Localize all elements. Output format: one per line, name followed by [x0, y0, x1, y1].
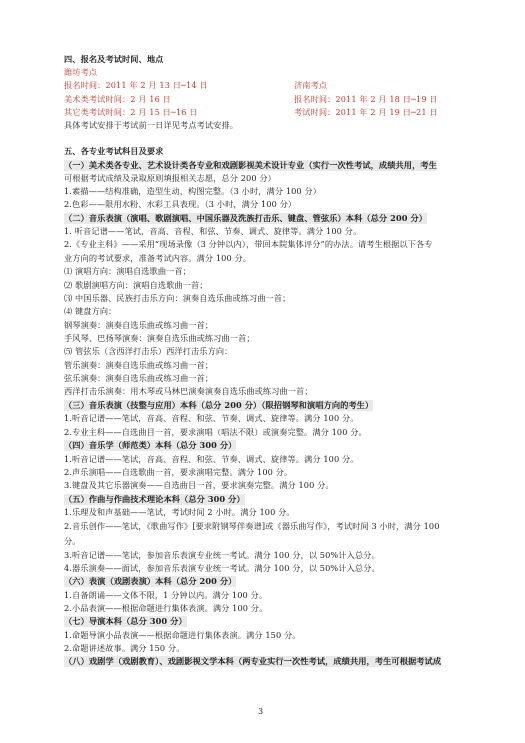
subsection-heading: （六）表演（戏剧表演）本科（总分 200 分）: [64, 576, 237, 586]
text-line: 2.声乐演唱——自选歌曲一首，要求演唱完整。满分 100 分。: [64, 467, 293, 477]
text-line: 2.命题讲述故事。满分 150 分。: [64, 643, 185, 653]
text-line: 业方向的考试要求，准备考试内容。满分 100 分。: [64, 253, 252, 263]
subsection-heading: （四）音乐学（师范类）本科（总分 300 分）: [64, 440, 237, 450]
subsection-heading: （八）戏剧学（戏剧教育）、戏剧影视文学本科（两专业实行一次性考试，成绩共用，考生可根据考试成: [64, 656, 442, 666]
text-line: 分。: [64, 536, 81, 546]
text-line: ⑵ 歌剧演唱方向：演唱自选歌曲一首；: [64, 280, 208, 290]
jinan-exam-time: 考试时间：2011 年 2 月 19 日─21 日: [294, 107, 438, 117]
text-line: 2.小品表演——根据命题进行集体表演。满分 100 分。: [64, 603, 268, 613]
text-line: 1.乐理及和声基础——笔试，考试时间 2 小时。满分 100 分。: [64, 507, 295, 517]
section5-heading: 五、各专业考试科目及要求: [64, 146, 164, 156]
text-line: 1.听音记谱——笔试，音高、音程、和弦、节奏、调式、旋律等。满分 100 分。: [64, 413, 359, 423]
section4-heading: 四、报名及考试时间、地点: [64, 54, 164, 64]
text-line: 2.《专业主科》——采用“现场录像（3 分钟以内），带回本院集体评分”的办法。请考生根据以下各专: [64, 239, 433, 249]
text-line: 弦乐演奏：演奏自选乐曲或练习曲一首；: [64, 373, 214, 383]
subsection-heading: （七）导演本科（总分 300 分）: [64, 616, 187, 626]
jinan-reg-time: 报名时间：2011 年 2 月 18 日─19 日: [294, 94, 438, 104]
weifang-art-time: 美术类考试时间：2 月 16 日: [64, 94, 171, 104]
weifang-other-time: 其它类考试时间：2 月 15 日─16 日: [64, 107, 198, 117]
text-line: 西洋打击乐演奏：用木琴或马林巴演奏演奏自选乐曲或练习曲一首；: [64, 386, 313, 396]
text-line: 1.命题导演小品表演——根据命题进行集体表演。满分 150 分。: [64, 630, 301, 640]
jinan-label: 济南考点: [294, 80, 328, 90]
text-line: 1. 听音记谱——笔试，音高、音程、和弦、节奏、调式、旋律等。满分 100 分。: [64, 226, 362, 236]
subsection-heading: （一）美术类各专业、艺术设计类各专业和戏剧影视美术设计专业（实行一次性考试，成绩共用，考生: [64, 160, 437, 170]
text-line: 3.听音记谱——笔试，参加音乐表演专业统一考试。满分 100 分，以 50%计入总分。: [64, 550, 380, 560]
text-line: ⑶ 中国乐器、民族打击乐方向：演奏自选乐曲或练习曲一首；: [64, 293, 291, 303]
text-line: 2.音乐创作——笔试，《歌曲写作》[要求附钢琴伴奏谱]或《器乐曲写作》，考试时间 3 小时，满分 100: [64, 521, 440, 531]
weifang-label: 潍坊考点: [64, 67, 98, 77]
subsection-heading: （二）音乐表演（演唱、歌剧演唱、中国乐器及洗族打击乐、键盘、管弦乐）本科（总分 200 分）: [64, 213, 428, 223]
text-line: 4.器乐演奏——面试，参加音乐表演专业统一考试。满分 100 分，以 50%计入总分。: [64, 563, 380, 573]
text-line: ⑴ 演唱方向：演唱自选歌曲一首；: [64, 266, 192, 276]
section4-note: 具体考试安排于考试前一日详见考点考试安排。: [64, 120, 239, 130]
text-line: 1.自备朗诵——文体不限，1 分钟以内。满分 100 分。: [64, 590, 268, 600]
page-number: 3: [258, 707, 264, 716]
subsection-heading: （三）音乐表演（技整与应用）本科（总分 200 分）（限招钢琴和演唱方向的考生）: [64, 400, 374, 410]
text-line: 2.色彩——限用水粉、水彩工具表现。（3 小时，满分 100 分）: [64, 199, 297, 209]
text-line: 管乐演奏：演奏自选乐曲或练习曲一首；: [64, 360, 214, 370]
text-line: 手风琴、巴扬琴演奏：演奏自选乐曲或练习曲一首；: [64, 333, 255, 343]
text-line: ⑸ 管弦乐（含西洋打击乐）西洋打击乐方向：: [64, 346, 233, 356]
text-line: 1.素描——结构准确，造型生动，构图完整。（3 小时，满分 100 分）: [64, 186, 322, 196]
text-line: 3.键盘及其它乐器演奏——自选曲目一首，要求演奏完整。满分 100 分。: [64, 480, 334, 490]
text-line: 1.听音记谱——笔试，音高、音程、和弦、节奏、调式、旋律等。满分 100 分。: [64, 454, 359, 464]
subsection-heading: （五）作曲与作曲技术理论本科（总分 300 分）: [64, 494, 245, 504]
text-line: ⑷ 键盘方向：: [64, 306, 117, 316]
text-line: 可根据考试成绩及录取原则填报相关志愿，总分 200 分）: [64, 173, 276, 183]
text-line: 钢琴演奏：演奏自选乐曲或练习曲一首；: [64, 320, 214, 330]
text-line: 2.专业主科——自选曲目一首，要求演唱（唱法不限）或演奏完整。满分 100 分。: [64, 427, 367, 437]
weifang-reg-time: 报名时间：2011 年 2 月 13 日─14 日: [64, 80, 208, 90]
